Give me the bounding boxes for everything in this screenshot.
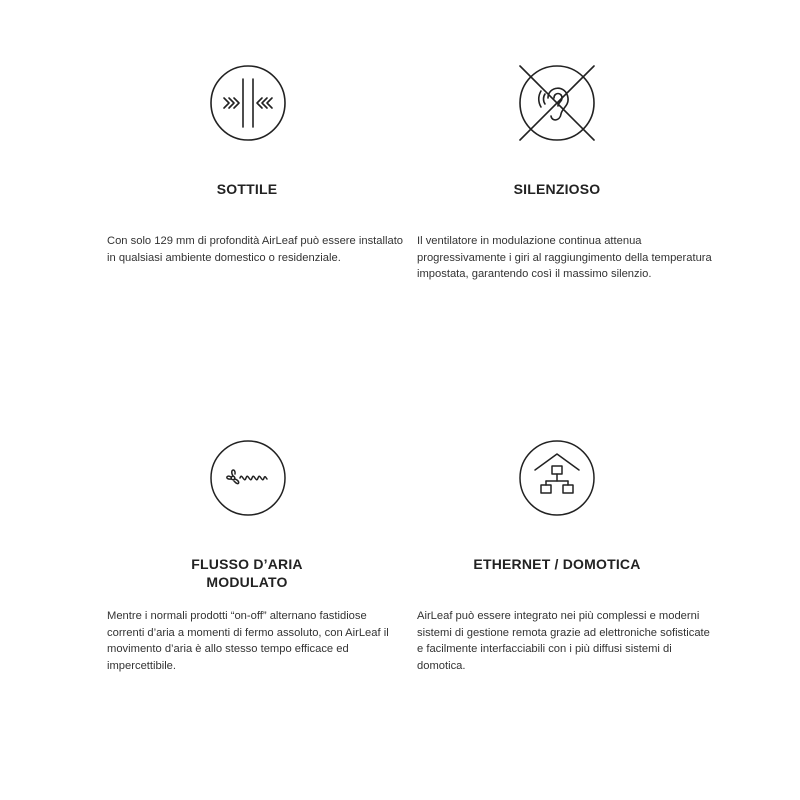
feature-title: SILENZIOSO <box>513 181 601 197</box>
feature-description: Il ventilatore in modulazione continua attenua progressivamente i giri al raggiungimento della temperatura impostata, garantendo così il massimo silenzio. <box>417 235 712 280</box>
feature-title: ETHERNET / DOMOTICA <box>473 556 641 572</box>
feature-title: SOTTILE <box>216 181 278 197</box>
fan-airflow-icon <box>209 439 287 517</box>
feature-title-text: FLUSSO D’ARIA MODULATO <box>191 556 303 590</box>
silent-crossed-ear-icon <box>518 64 596 142</box>
slim-width-icon <box>209 64 287 142</box>
home-network-icon <box>518 439 596 517</box>
feature-description: Mentre i normali prodotti “on-off” alternano fastidiose correnti d’aria a momenti di fermo assoluto, con AirLeaf il movimento d’aria è allo stesso tempo efficace ed impercettibile. <box>107 610 389 672</box>
feature-title <box>92 555 402 591</box>
feature-description: Con solo 129 mm di profondità AirLeaf può essere installato in qualsiasi ambiente domestico o residenziale. <box>107 235 404 264</box>
feature-description: AirLeaf può essere integrato nei più complessi e moderni sistemi di gestione remota grazie ad elettroniche sofisticate e facilmente interfacciabili con i più diffusi sistemi di domotica. <box>417 610 710 672</box>
